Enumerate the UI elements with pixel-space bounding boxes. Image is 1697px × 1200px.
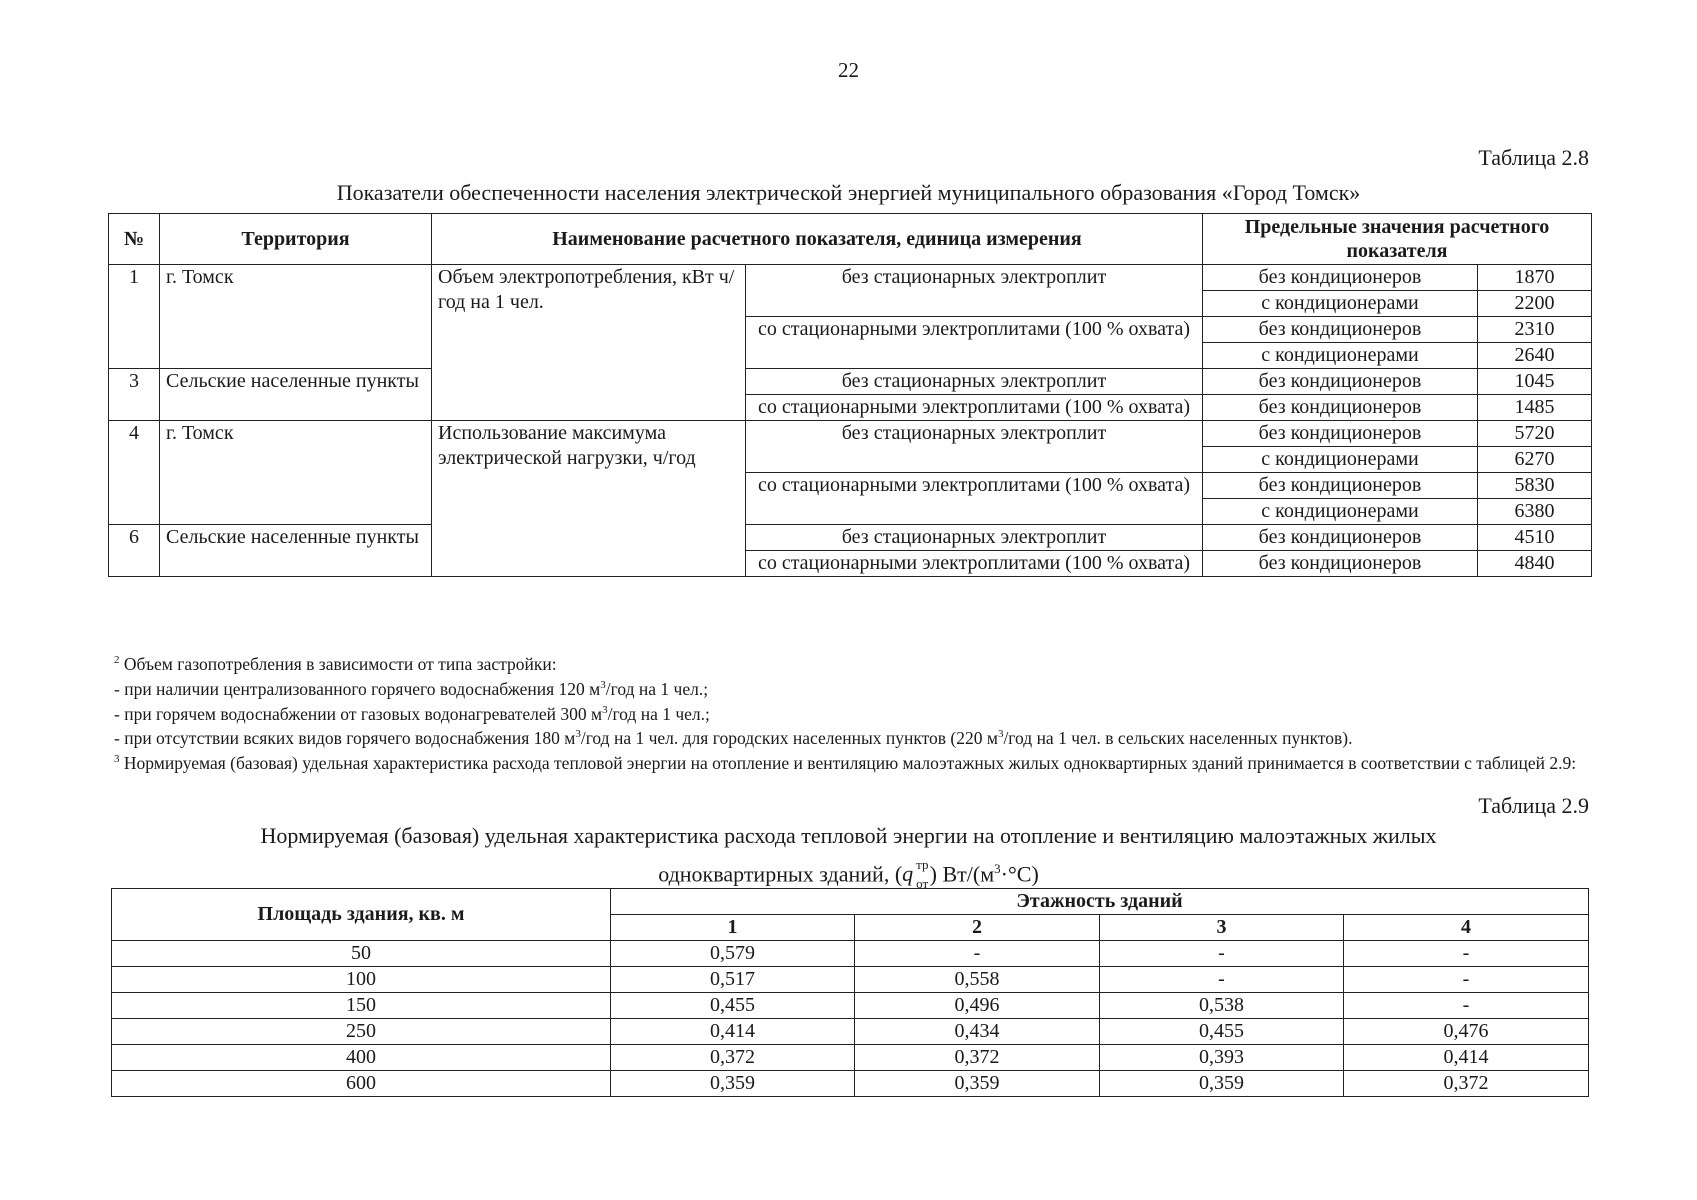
stove-cell: без стационарных электроплит	[746, 369, 1203, 395]
ac-cell: с кондиционерами	[1203, 447, 1478, 473]
table-row	[109, 525, 1592, 551]
territory-cell: г. Томск	[160, 265, 432, 369]
row-number: 1	[109, 265, 160, 369]
table-2-9-title: Нормируемая (базовая) удельная характеристика расхода тепловой энергии на отопление и вентиляцию малоэтажных жилых	[260, 823, 1437, 848]
header-floors: Этажность зданий	[611, 889, 1589, 915]
footnote-2-title: $^2$ Объем газопотребления в зависимости от типа застройки:	[114, 653, 557, 674]
area-cell: 600	[112, 1071, 611, 1097]
table-2-8-title: Показатели обеспеченности населения электрической энергией муниципального образования «Город Томск»	[336, 180, 1361, 205]
territory-cell: г. Томск	[160, 421, 432, 525]
stove-cell: со стационарными электроплитами (100 % охвата)	[746, 473, 1203, 525]
value-cell: 0,579	[611, 941, 855, 967]
table-row	[112, 1019, 1589, 1045]
value-cell: 0,359	[1100, 1071, 1344, 1097]
ac-cell: без кондиционеров	[1203, 551, 1478, 577]
header-floor-1: 1	[611, 915, 855, 941]
ac-cell: без кондиционеров	[1203, 317, 1478, 343]
value-cell: 4840	[1478, 551, 1592, 577]
ac-cell: с кондиционерами	[1203, 343, 1478, 369]
value-cell: 0,558	[855, 967, 1100, 993]
table-row	[112, 993, 1589, 1019]
footnote-2-line: - при отсутствии всяких видов горячего водоснабжения 180 $м^3$/год на 1 чел. для городских населенных пунктов (220 $м^3$/год на 1 чел. в сельских населенных пунктов).	[114, 728, 1353, 749]
area-cell: 250	[112, 1019, 611, 1045]
territory-cell: Сельские населенные пункты	[160, 525, 432, 577]
table-row	[109, 265, 1592, 291]
header-limits: Предельные значения расчетного показателя	[1203, 214, 1592, 265]
table-2-9	[111, 888, 1589, 1097]
value-cell: 0,517	[611, 967, 855, 993]
header-area: Площадь здания, кв. м	[112, 889, 611, 941]
table-row	[109, 421, 1592, 447]
value-cell: 0,372	[855, 1045, 1100, 1071]
header-num: №	[109, 214, 160, 265]
stove-cell: со стационарными электроплитами (100 % охвата)	[746, 317, 1203, 369]
row-number: 4	[109, 421, 160, 525]
ac-cell: без кондиционеров	[1203, 265, 1478, 291]
ac-cell: с кондиционерами	[1203, 291, 1478, 317]
table-row	[112, 941, 1589, 967]
value-cell: -	[1100, 941, 1344, 967]
value-cell: 0,414	[1344, 1045, 1589, 1071]
value-cell: 5830	[1478, 473, 1592, 499]
ac-cell: без кондиционеров	[1203, 395, 1478, 421]
value-cell: 2640	[1478, 343, 1592, 369]
indicator-cell: Использование максимума электрической нагрузки, ч/год	[432, 421, 746, 577]
value-cell: 2200	[1478, 291, 1592, 317]
header-floor-2: 2	[855, 915, 1100, 941]
stove-cell: со стационарными электроплитами (100 % охвата)	[746, 395, 1203, 421]
stove-cell: со стационарными электроплитами (100 % охвата)	[746, 551, 1203, 577]
area-cell: 400	[112, 1045, 611, 1071]
header-floor-3: 3	[1100, 915, 1344, 941]
table-row	[112, 1045, 1589, 1071]
area-cell: 150	[112, 993, 611, 1019]
ac-cell: с кондиционерами	[1203, 499, 1478, 525]
footnote-2-line: - при наличии централизованного горячего водоснабжения 120 $м^3$/год на 1 чел.;	[114, 678, 709, 699]
area-cell: 50	[112, 941, 611, 967]
value-cell: 1870	[1478, 265, 1592, 291]
value-cell: 0,393	[1100, 1045, 1344, 1071]
stove-cell: без стационарных электроплит	[746, 421, 1203, 473]
header-indicator: Наименование расчетного показателя, единица измерения	[432, 214, 1203, 265]
value-cell: 2310	[1478, 317, 1592, 343]
value-cell: 6270	[1478, 447, 1592, 473]
header-floor-4: 4	[1344, 915, 1589, 941]
table-2-8	[108, 213, 1592, 577]
footnote-2-line: - при горячем водоснабжении от газовых водонагревателей 300 $м^3$/год на 1 чел.;	[114, 703, 710, 724]
value-cell: 0,372	[611, 1045, 855, 1071]
value-cell: 6380	[1478, 499, 1592, 525]
value-cell: 0,538	[1100, 993, 1344, 1019]
value-cell: 1045	[1478, 369, 1592, 395]
territory-cell: Сельские населенные пункты	[160, 369, 432, 421]
value-cell: 0,476	[1344, 1019, 1589, 1045]
value-cell: -	[1344, 967, 1589, 993]
value-cell: 0,434	[855, 1019, 1100, 1045]
value-cell: 0,359	[611, 1071, 855, 1097]
value-cell: 0,455	[611, 993, 855, 1019]
value-cell: -	[1344, 941, 1589, 967]
value-cell: 0,359	[855, 1071, 1100, 1097]
ac-cell: без кондиционеров	[1203, 473, 1478, 499]
footnote-3: $^3$ Нормируемая (базовая) удельная характеристика расхода тепловой энергии на отопление и вентиляцию малоэтажных жилых одноквартирных зданий принимается в соответствии с таблицей 2.9:	[114, 753, 1577, 774]
value-cell: -	[1344, 993, 1589, 1019]
ac-cell: без кондиционеров	[1203, 525, 1478, 551]
value-cell: 4510	[1478, 525, 1592, 551]
value-cell: 0,455	[1100, 1019, 1344, 1045]
page-number: 22	[838, 58, 859, 82]
ac-cell: без кондиционеров	[1203, 421, 1478, 447]
header-territory: Территория	[160, 214, 432, 265]
stove-cell: без стационарных электроплит	[746, 265, 1203, 317]
value-cell: 5720	[1478, 421, 1592, 447]
table-row	[112, 967, 1589, 993]
row-number: 6	[109, 525, 160, 577]
value-cell: -	[1100, 967, 1344, 993]
stove-cell: без стационарных электроплит	[746, 525, 1203, 551]
area-cell: 100	[112, 967, 611, 993]
ac-cell: без кондиционеров	[1203, 369, 1478, 395]
value-cell: 0,414	[611, 1019, 855, 1045]
table-row	[109, 369, 1592, 395]
row-number: 3	[109, 369, 160, 421]
value-cell: 0,496	[855, 993, 1100, 1019]
value-cell: -	[855, 941, 1100, 967]
q-symbol: q тр от	[902, 857, 929, 892]
footnotes	[114, 650, 1584, 774]
value-cell: 1485	[1478, 395, 1592, 421]
table-2-8-label: Таблица 2.8	[1478, 145, 1589, 170]
table-2-9-title-units: одноквартирных зданий, (q тр от ) $Вт/(м^3\cdot^\circ С)$	[658, 857, 1039, 892]
indicator-cell: Объем электропотребления, кВт ч/год на 1 чел.	[432, 265, 746, 421]
table-2-9-label: Таблица 2.9	[1478, 793, 1589, 818]
value-cell: 0,372	[1344, 1071, 1589, 1097]
table-row	[112, 1071, 1589, 1097]
